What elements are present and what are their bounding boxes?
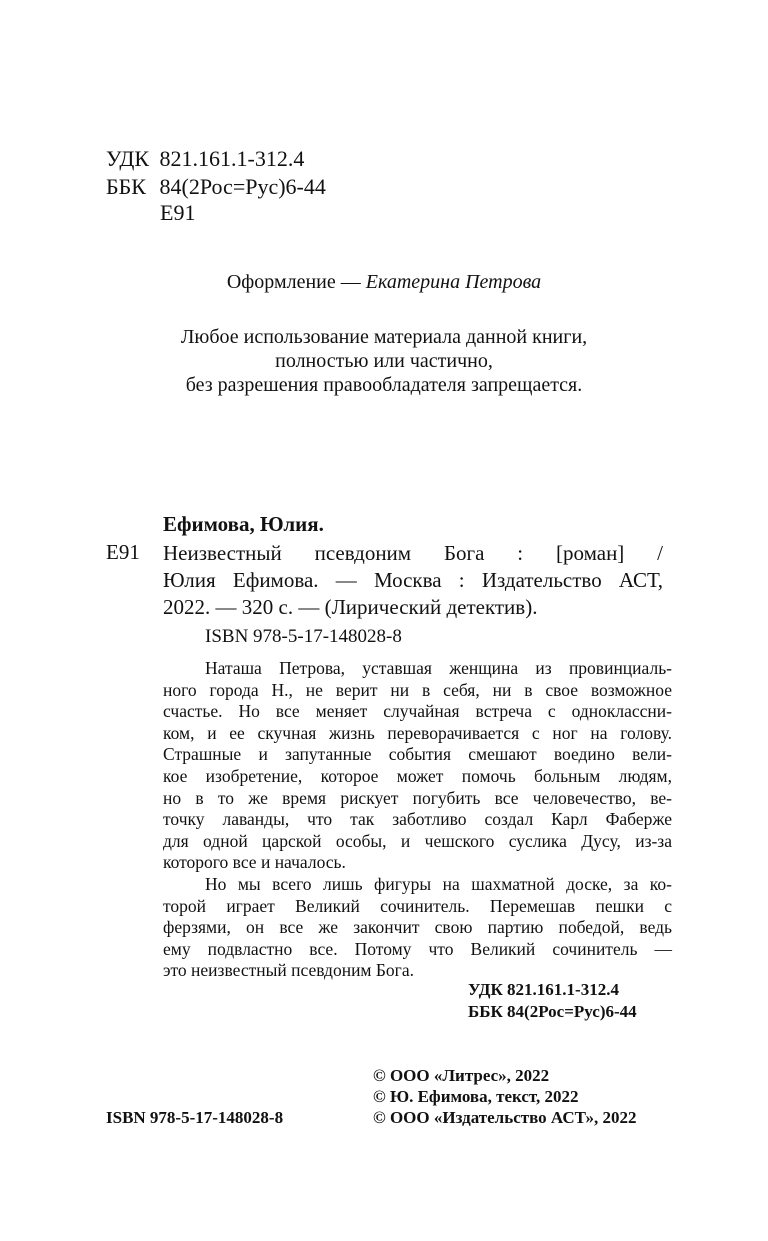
annotation-line: кое изобретение, которое может помочь больным людям, [163,765,672,786]
bbk-line [106,173,326,201]
annotation-line: это неизвестный псевдоним Бога. [163,960,414,981]
rights-line-3: без разрешения правообладателя запрещается. [185,374,583,396]
annotation-line: но в то же время рискует погубить все человечество, ве- [163,787,672,808]
udk-label: УДК [106,146,150,171]
bbk-value: 84(2Рос=Рус)6-44 [159,174,326,199]
biblio-line: Юлия Ефимова. — Москва : Издательство АСТ, [163,568,663,592]
designer-name: Екатерина Петрова [365,271,542,293]
annotation-line: ного города Н., не верит ни в себя, ни в свое возможное [163,679,672,700]
rights-line-1: Любое использование материала данной книги, [180,326,588,348]
annotation-line: Но мы всего лишь фигуры на шахматной доске, за ко- [205,873,672,894]
author-mark: Е91 [160,200,196,225]
annotation-line: которого все и началось. [163,852,346,873]
design-credit [0,270,768,295]
copyright-line: © Ю. Ефимова, текст, 2022 [373,1087,579,1106]
isbn-footer: ISBN 978-5-17-148028-8 [106,1108,284,1127]
bibliographic-description [163,540,663,621]
copyright-line: © ООО «Литрес», 2022 [373,1066,550,1085]
annotation-line: Страшные и запутанные события смешают воедино вели- [163,744,672,765]
biblio-line: Неизвестный псевдоним Бога : [роман] / [163,541,663,565]
annotation-line: точку лаванды, что так заботливо создал Карл Фаберже [163,809,672,830]
copyright-line: © ООО «Издательство АСТ», 2022 [373,1108,637,1127]
annotation-line: ферзями, он все же закончит свою партию победой, ведь [163,917,672,938]
library-code: Е91 [106,540,140,564]
udk-line [106,145,304,173]
udk-bottom: УДК 821.161.1-312.4 [468,980,619,999]
annotation-line: торой играет Великий сочинитель. Перемешав пешки с [163,895,672,916]
bbk-bottom: ББК 84(2Рос=Рус)6-44 [468,1002,637,1021]
bbk-label: ББК [106,174,146,199]
design-prefix: Оформление — [226,271,366,293]
annotation-line: для одной царской особы, и чешского суслика Дусу, из-за [163,830,672,851]
annotation [163,658,672,982]
book-author: Ефимова, Юлия. [163,512,324,536]
annotation-line: счастье. Но все меняет случайная встреча с одноклассни- [163,701,672,722]
udk-value: 821.161.1-312.4 [159,146,305,171]
annotation-line: Наташа Петрова, уставшая женщина из провинциаль- [205,658,672,678]
annotation-line: ком, и ее скучная жизнь переворачивается с ног на голову. [163,722,672,743]
rights-line-2: полностью или частично, [275,350,493,372]
isbn-main: ISBN 978-5-17-148028-8 [205,626,402,647]
annotation-line: ему подвластно все. Потому что Великий сочинитель — [163,938,672,959]
biblio-line: 2022. — 320 с. — (Лирический детектив). [163,595,538,619]
